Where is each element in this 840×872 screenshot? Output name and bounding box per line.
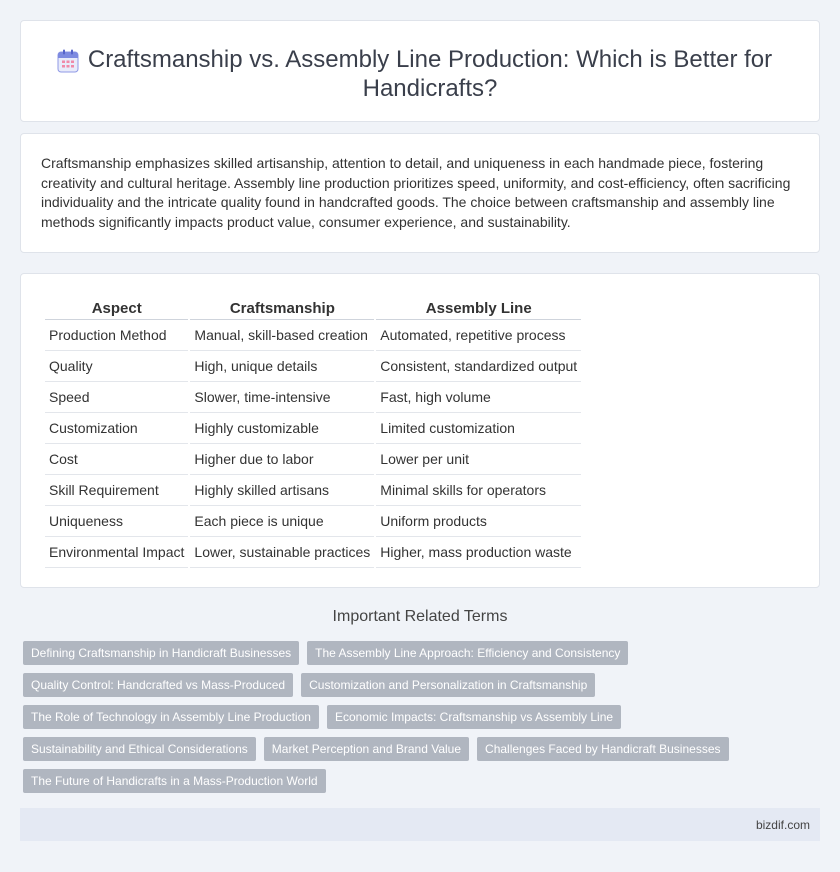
table-cell-craftsmanship: Lower, sustainable practices: [190, 537, 374, 568]
footer-site-link[interactable]: bizdif.com: [755, 818, 810, 832]
table-cell-aspect: Customization: [45, 413, 188, 444]
table-row: [45, 537, 581, 568]
table-cell-assembly-line: Lower per unit: [376, 444, 581, 475]
comparison-table-card: [20, 273, 820, 588]
table-cell-craftsmanship: Manual, skill-based creation: [190, 320, 374, 351]
table-cell-craftsmanship: Each piece is unique: [190, 506, 374, 537]
related-term-tag[interactable]: The Role of Technology in Assembly Line Production: [23, 705, 319, 729]
table-cell-assembly-line: Limited customization: [376, 413, 581, 444]
table-row: [45, 320, 581, 351]
related-term-tag[interactable]: The Assembly Line Approach: Efficiency and Consistency: [307, 641, 628, 665]
related-term-tag[interactable]: Challenges Faced by Handicraft Businesses: [477, 737, 728, 761]
table-cell-aspect: Environmental Impact: [45, 537, 188, 568]
related-term-tag[interactable]: Sustainability and Ethical Considerations: [23, 737, 256, 761]
related-terms-list: [23, 641, 803, 793]
table-row: [45, 413, 581, 444]
related-term-tag[interactable]: Quality Control: Handcrafted vs Mass-Produced: [23, 673, 293, 697]
table-cell-aspect: Uniqueness: [45, 506, 188, 537]
table-cell-aspect: Cost: [45, 444, 188, 475]
table-row: [45, 475, 581, 506]
table-cell-aspect: Speed: [45, 382, 188, 413]
table-cell-assembly-line: Minimal skills for operators: [376, 475, 581, 506]
related-terms-heading: Important Related Terms: [332, 608, 508, 625]
intro-card: [20, 133, 820, 253]
related-term-tag[interactable]: Economic Impacts: Craftsmanship vs Assembly Line: [327, 705, 621, 729]
footer: [20, 808, 820, 841]
table-cell-craftsmanship: Highly skilled artisans: [190, 475, 374, 506]
table-row: [45, 444, 581, 475]
table-cell-aspect: Quality: [45, 351, 188, 382]
table-cell-craftsmanship: Slower, time-intensive: [190, 382, 374, 413]
table-cell-aspect: Skill Requirement: [45, 475, 188, 506]
intro-paragraph: Craftsmanship emphasizes skilled artisanship, attention to detail, and uniqueness in each handmade piece, fostering creativity and cultural heritage. Assembly line production prioritizes speed, uniformity, and cost-efficiency, often sacrificing individuality and the intricate quality found in handcrafted goods. The choice between craftsmanship and assembly line methods significantly impacts product value, consumer experience, and sustainability.: [41, 155, 791, 230]
table-cell-assembly-line: Uniform products: [376, 506, 581, 537]
table-cell-craftsmanship: High, unique details: [190, 351, 374, 382]
related-term-tag[interactable]: Market Perception and Brand Value: [264, 737, 469, 761]
related-term-tag[interactable]: Defining Craftsmanship in Handicraft Businesses: [23, 641, 299, 665]
related-term-tag[interactable]: Customization and Personalization in Craftsmanship: [301, 673, 595, 697]
related-term-tag[interactable]: The Future of Handicrafts in a Mass-Production World: [23, 769, 326, 793]
table-cell-assembly-line: Fast, high volume: [376, 382, 581, 413]
table-row: [45, 351, 581, 382]
column-header-craftsmanship: Craftsmanship: [190, 294, 374, 320]
comparison-table: [43, 294, 583, 568]
table-cell-assembly-line: Automated, repetitive process: [376, 320, 581, 351]
header-card: [20, 20, 820, 122]
column-header-aspect: Aspect: [45, 294, 188, 320]
column-header-assembly-line: Assembly Line: [376, 294, 581, 320]
table-cell-craftsmanship: Higher due to labor: [190, 444, 374, 475]
table-cell-craftsmanship: Highly customizable: [190, 413, 374, 444]
table-row: [45, 382, 581, 413]
table-cell-assembly-line: Consistent, standardized output: [376, 351, 581, 382]
table-row: [45, 506, 581, 537]
table-header-row: [45, 294, 581, 320]
page-title: Craftsmanship vs. Assembly Line Production: Which is Better for Handicrafts?: [87, 46, 773, 102]
table-cell-aspect: Production Method: [45, 320, 188, 351]
table-cell-assembly-line: Higher, mass production waste: [376, 537, 581, 568]
